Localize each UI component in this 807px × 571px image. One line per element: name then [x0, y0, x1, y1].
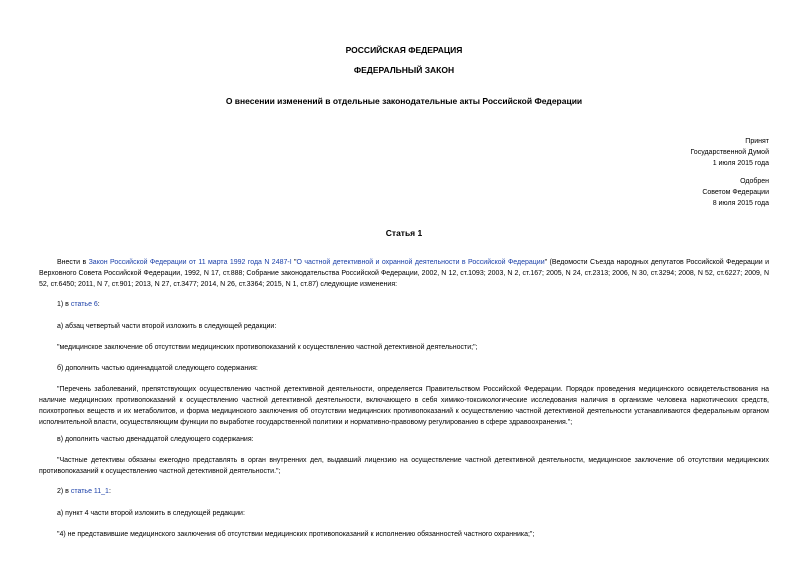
item-1b-text: "Перечень заболеваний, препятствующих осуществлению частной детективной деятельности, определяется Правительством Российской Федерации. Порядок проведения медицинского освидетельствования на наличие медицинских противопоказаний к осуществлению частной детективной деятельности, включающего в себя химико-токсикологические исследования наличия в организме человека наркотических средств, психотропных веществ и их метаболитов, и форма медицинского заключения об отсутствии медицинских противопоказаний к осуществлению частной детективной деятельности устанавливаются федеральным органом исполнительной власти, осуществляющим функции по выработке государственной политики и нормативно-правовому регулированию в сфере здравоохранения.";	[39, 386, 769, 426]
adoption-date: 1 июля 2015 года	[712, 160, 769, 167]
law-type-heading: ФЕДЕРАЛЬНЫЙ ЗАКОН	[353, 65, 455, 75]
approval-label: Одобрен	[740, 178, 769, 185]
article-6-link[interactable]: статье 6	[70, 301, 98, 308]
article-heading: Статья 1	[385, 228, 423, 238]
article-11-1-link[interactable]: статье 11_1	[70, 488, 109, 495]
document-page	[39, 0, 769, 571]
item-1a: а) абзац четвертый части второй изложить в следующей редакции:	[57, 323, 277, 330]
law-link[interactable]: Закон Российской Федерации от 11 марта 1992 года N 2487-I	[88, 259, 292, 266]
intro-mid: "	[291, 259, 297, 266]
law-title-link[interactable]: О частной детективной и охранной деятельности в Российской Федерации	[296, 259, 545, 266]
intro-prefix: Внести в	[57, 259, 89, 266]
item-1a-text: "медицинское заключение об отсутствии медицинских противопоказаний к осуществлению частной детективной деятельности;";	[57, 344, 478, 351]
adoption-body: Государственной Думой	[690, 149, 769, 156]
approval-body: Советом Федерации	[702, 189, 769, 196]
item-1	[57, 299, 769, 310]
article-intro-paragraph	[39, 257, 769, 290]
item-1c-text: "Частные детективы обязаны ежегодно представлять в орган внутренних дел, выдавший лицензию на осуществление частной детективной деятельности, медицинское заключение об отсутствии медицинских противопоказаний к осуществлению частной детективной деятельности.";	[39, 457, 769, 475]
document-title: О внесении изменений в отдельные законодательные акты Российской Федерации	[225, 96, 583, 106]
item-2	[57, 486, 769, 497]
item-1-suffix: :	[97, 301, 100, 308]
adoption-label: Принят	[745, 138, 769, 145]
adoption-block	[569, 136, 769, 169]
approval-date: 8 июля 2015 года	[712, 200, 769, 207]
item-1b: б) дополнить частью одиннадцатой следующего содержания:	[57, 365, 258, 372]
item-1-prefix: 1) в	[57, 301, 71, 308]
item-2-prefix: 2) в	[57, 488, 71, 495]
item-2a: а) пункт 4 части второй изложить в следующей редакции:	[57, 510, 245, 517]
country-heading: РОССИЙСКАЯ ФЕДЕРАЦИЯ	[345, 45, 463, 55]
item-2a-text: "4) не представившие медицинского заключения об отсутствии медицинских противопоказаний к исполнению обязанностей частного охранника;";	[57, 531, 535, 538]
item-1c: в) дополнить частью двенадцатой следующего содержания:	[57, 436, 254, 443]
approval-block	[569, 176, 769, 209]
item-2-suffix: :	[108, 488, 111, 495]
intro-suffix: " (Ведомости Съезда народных депутатов Российской Федерации и Верховного Совета Российской Федерации, 1992, N 17, ст.888; Собрание законодательства Российской Федерации, 2002, N 12, ст.1093; 2003, N 2, ст.167; 2005, N 24, ст.2313; 2006, N 30, ст.3294; 2008, N 52, ст.6227; 2009, N 52, ст.6450; 2011, N 7, ст.901; 2013, N 27, ст.3477; 2014, N 26, ст.3364; 2015, N 1, ст.87) следующие изменения:	[39, 259, 770, 288]
